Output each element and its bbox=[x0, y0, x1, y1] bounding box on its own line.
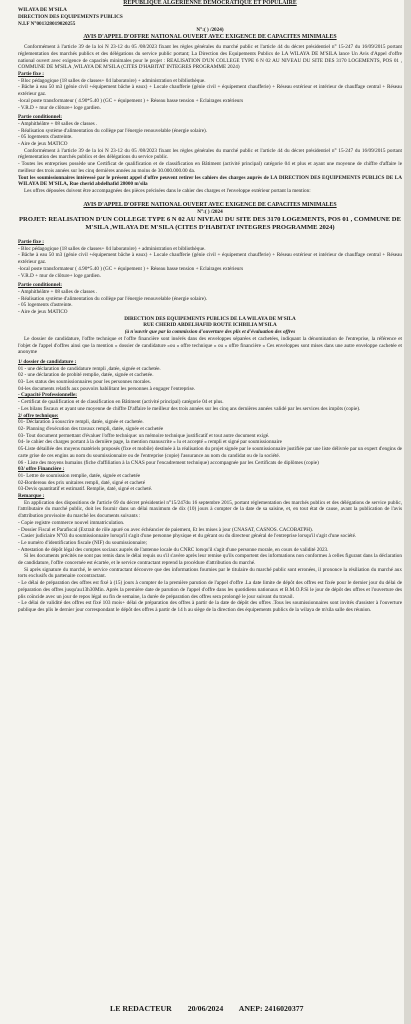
candidature-item: 02 - une déclaration de probité remplie, datée, signée et cachetée. bbox=[18, 372, 154, 379]
remarque-text: Si après signature du marché, le service contractant découvre que des informations fournies par le titulaire du marché public sont erronées, il prononce la résiliation du marché aux torts exclusifs du partenaire cocontractant. bbox=[18, 566, 402, 580]
avis2-dossier: Le dossier de candidature, l'offre technique et l'offre financière sont insérés dans des enveloppes séparées et cachetées, indiquant la dénomination de l'entreprise, la référence et l'objet de l'appel d'offres ainsi que la mention « dossier de candidature »ou « offre technique » ou « offre financière » Ces enveloppes sont mises dans une autre enveloppe cachetée et anonyme bbox=[18, 335, 402, 356]
capacite-item: - Certificat de qualification et de classification en Bâtiment (activité principal) catégorie 04 et plus. bbox=[18, 399, 224, 406]
nif-line: N.I.F N°001328019020255 bbox=[18, 20, 76, 27]
avis1-partie-fixe-label: Partie fixe : bbox=[18, 71, 44, 78]
avis2-partie-cond-label: Partie conditionnel: bbox=[18, 282, 62, 289]
remarque-item: - Dossier Fiscal et Parafiscal (Extrait de rôle apuré ou avec échéancier de paiement, Et les mises à jour (CNASAT, CASNOS. CACOBATPH). bbox=[18, 526, 314, 533]
avis2-cond-item: - Réalisation système d'alimentation du collège par l'énergie renouvelable (énergie solaire). bbox=[18, 295, 208, 302]
avis1-fixe-item: - Bâche à eau 50 m3 (génie civil +équipement bâche à eaux) + Locale chaufferie (génie civil + équipement chaufferie) + Réseau extérieur et intérieur de chauffage central + Réseau extérieur gaz. bbox=[18, 84, 402, 98]
wilaya-line: WILAYA DE M'SILA bbox=[18, 7, 67, 14]
candidature-label: 1/ dossier de candidature : bbox=[18, 358, 77, 365]
avis2-projet: PROJET: REALISATION D'UN COLLEGE TYPE 6 N 02 AU NIVEAU DU SITE DES 3170 LOGEMENTS, POS 01 , COMMUNE DE M'SILA ,WILAYA DE M'SILA (CITES D'HABITAT INTEGRES PROGRAMME 2024) bbox=[19, 215, 401, 231]
avis1-body3: - Toutes les entreprises possède une Certificat de qualification et de classification en Bâtiment (activité principal) catégorie 04 et plus et ayant une moyenne de chiffre d'affaire le meilleur des trois années sur les cinq dernières années au moins de 30.000.000.00 da. bbox=[18, 161, 402, 174]
technique-item: 03- Tout document permettant d'évaluer l'offre technique: un mémoire technique justificatif et tout autre document exigé. bbox=[18, 432, 270, 439]
avis2-title: AVIS D'APPEL D'OFFRE NATIONAL OUVERT AVEC EXIGENCE DE CAPACITES MINIMALES bbox=[83, 201, 337, 208]
avis1-cond-item: - Aire de jeux MATICO bbox=[18, 141, 68, 148]
avis-number: N°:( ) /2024) bbox=[196, 27, 224, 34]
document-page bbox=[18, 0, 402, 1024]
avis2-cond-item: - 05 logements d'astreinte. bbox=[18, 302, 73, 309]
avis1-body5: Les offres déposées doivent être accompagnées des pièces précisées dans le cahier des charges et l'enveloppe extérieur portant la mention: bbox=[24, 187, 311, 194]
capacite-label: - Capacité Professionnelle: bbox=[18, 392, 77, 399]
financiere-label: 03/ offre Financière : bbox=[18, 466, 65, 473]
avis1-cond-item: - Réalisation système d'alimentation du collège par l'énergie renouvelable (énergie solaire). bbox=[18, 127, 208, 134]
technique-item: 05-Liste détaillée des moyens matériels proposés (fixe et mobile) destinée à la réalisation du projet signée par le soumissionnaire justifiée par une liste délivrée par un expert d'engins de carte grise de ces engins au nom du soumissionnaire ou de l'entreprise (copie) l'assurance au nom du candidat ou de la société. bbox=[18, 446, 402, 459]
avis2-cond-item: - Amphithéâtre + 08 salles de classes . bbox=[18, 288, 98, 295]
footer-date: 20/06/2024 bbox=[187, 1004, 224, 1013]
remarque-text: - Le délai de préparation des offres est fixé à (15) jours à compter de la première parution de l'appel d'offre .La date limite de dépôt des offres est fixée pour le dernier jour du délai de préparation des offres jusqu'au13h30Min. Après la première date de parution de l'appel d'offre dans les quotidiens nationaux et B.M.O.P.Si le jour de dépôt des offres et l'ouverture des plis coïncide avec un jour de repos légal ou fin de semaine, la durée de préparation des offres sera prolongé le jour suivant du travail. bbox=[18, 580, 402, 600]
avis2-partie-fixe-label: Partie fixe : bbox=[18, 239, 44, 245]
avis1-body4: Tout les soumissionnaires intéressé par le présent appel d'offre peuvent retirer les cahiers des charges auprès de LA DIRECTION DES EQUIPEMENTS PUBLICS DE LA WILAYA DE M'SILA, Rue cherid abdelhafid 28000 m'sila bbox=[18, 174, 402, 188]
technique-label: 2/ offre technique: bbox=[18, 412, 59, 419]
avis2-fixe-item: - Bloc pédagogique (18 salles de classes+ 04 laboratoire) + administration et bibliothèque. bbox=[18, 245, 206, 252]
avis1-title: AVIS D'APPEL D'OFFRE NATIONAL OUVERT AVEC EXIGENCE DE CAPACITES MINIMALES bbox=[83, 34, 337, 41]
candidature-item: 03- Les status des soumissionnaires pour les personnes morales. bbox=[18, 379, 151, 386]
avis2-fixe-item: - V.R.D + mur de clôture+ loge gardien. bbox=[18, 272, 101, 279]
technique-item: 01- Déclaration à souscrire rempli, datée, signée et cachetée. bbox=[18, 419, 144, 426]
financiere-item: 02-Bordereau des prix unitaires rempli, daté, signé et cacheté bbox=[18, 479, 146, 486]
avis1-cond-item: - 05 logements d'astreinte. bbox=[18, 134, 73, 141]
avis1-cond-item: - Amphithéâtre + 08 salles de classes . bbox=[18, 120, 98, 127]
republic-heading: REPUBLIQUE ALGERIENNE DEMOCRATIQUE ET POPULAIRE bbox=[123, 0, 297, 6]
remarque-text: En application des dispositions de l'article 69 du décret présidentiel n°15/247du 16 septembre 2015, portant réglementation des marchés publics et des délégations de service public, l'attributaire du marché public, doit les fournir dans un délai maximum de dix (10) jours à compter de la date de sa saisine, et, en tout état de cause, avant la publication de l'avis d'attribution provisoire du marché les documents suivants : bbox=[18, 499, 402, 520]
remarque-item: - Copie registre commerce nouvel immatriculation. bbox=[18, 519, 125, 526]
avis1-partie-cond-label: Partie conditionnel: bbox=[18, 114, 62, 121]
candidature-item: 01 - une déclaration de candidature rempli ,datée, signée et cachetée. bbox=[18, 365, 161, 372]
financiere-item: 03-Devis quantitatif et estimatif. Remplie, daté, signé et cacheté. bbox=[18, 486, 153, 493]
remarque-text: - Le délai de validité des offres est fixé 103 mois+ délai de préparation des offres à partir de la date de dépôt des offres .Tous les soumissionnaires sont invités d'assister à l'ouverture publique des plis le dernier jour correspondant le dépôt des offres à partir de 14 h au siège de la direction des équipements publics de la wilaya de m'sila salle des réunion. bbox=[18, 600, 402, 613]
avis1-fixe-item: - Bloc pédagogique (18 salles de classes+ 04 laboratoire) + administration et bibliothèque. bbox=[18, 77, 206, 84]
avis1-fixe-item: - V.R.D + mur de clôture+ loge gardien. bbox=[18, 104, 101, 111]
avis2-cond-item: - Aire de jeux MATICO bbox=[18, 309, 68, 316]
avis2-note-line: (à n'ouvrir que par la commission d'ouverture des plis et d'évaluation des offres bbox=[124, 329, 296, 336]
anep-number: ANEP: 2416020377 bbox=[238, 1004, 304, 1013]
capacite-item: - Les bilans fiscaux et ayant une moyenne de chiffre D'affaire le meilleur des trois années sur les cinq ans dernières années validé par les services des impôts (copie). bbox=[18, 405, 361, 412]
direction-line: DIRECTION DES EQUIPEMENTS PUBLICS bbox=[18, 13, 123, 20]
remarque-label: Remarque : bbox=[18, 493, 45, 500]
avis2-fixe-item: -local poste transformateur ( 4.90*5.40 ) (GC + équipement ) + Réseau basse tension + Eclairages extérieurs bbox=[18, 265, 244, 272]
remarque-item: - Casier judiciaire N°03 du soumissionnaire lorsqu'il s'agit d'une personne physique et du gérant ou du directeur général de l'entreprise lorsqu'il s'agit d'une société. bbox=[18, 533, 357, 540]
page-edge bbox=[404, 0, 411, 1024]
technique-item: 04- le cahier des charges portant à la dernière page, la mention manuscrite « lu et accepté » rempli et signé par soumissionnaire bbox=[18, 439, 282, 446]
avis2-rue-line: RUE CHERID ABDELHAFID ROUTE ICHBILIA M'SILA bbox=[143, 322, 277, 329]
avis2-fixe-item: - Bâche à eau 50 m3 (génie civil +équipement bâche à eaux) + Locale chaufferie (génie civil + équipement chaufferie) + Réseau extérieur et intérieur de chauffage central + Réseau extérieur gaz. bbox=[18, 252, 402, 266]
avis1-body2: Conformément à l'article 39 de la loi N 23-12 du 05 /08/2023 fixant les règles générales du marché public et l'article 44 du décret présidentiel n° 15-247 du 16/09/2015 portant réglementation des marchés publics et des délégations du service public. bbox=[18, 147, 402, 161]
candidature-item: 04-les documents relatifs aux pouvoirs habilitant les personnes à engager l'entreprise. bbox=[18, 385, 196, 392]
remarque-text: Si les documents précités ne sont pas remis dans le délai requis ou s'il s'avère après leur remise qu'ils comportent des informations non conformes à celles figurant dans la déclaration de candidature, l'offre concernée est écartée, et le service contractant reprend la procédure d'attribution du marché. bbox=[18, 553, 402, 567]
redacteur-label: LE REDACTEUR bbox=[110, 1004, 172, 1013]
technique-item: 02- Planning d'exécution des travaux rempli, datée, signée et cachetée bbox=[18, 425, 164, 432]
footer bbox=[110, 1004, 410, 1013]
remarque-item: - Attestation de dépôt légal des comptes sociaux auprès de l'antenne locale du CNRC lorsqu'il s'agit d'une personne morale, en cours de validité 2023. bbox=[18, 546, 329, 553]
avis2-number: N°:( ) /2024 bbox=[197, 208, 223, 215]
avis1-fixe-item: -local poste transformateur ( 4.90*5.40 ) (GC + équipement ) + Réseau basse tension + Eclairages extérieurs bbox=[18, 97, 244, 104]
financiere-item: 01- Lettre de soumission remplie, datée, signée et cachetée bbox=[18, 472, 141, 479]
technique-item: 06 - Liste des moyens humains (fiche d'affiliation à la CNAS pour l'encadrement technique) accompagnée par les Certificats de diplômes (copie) bbox=[18, 459, 319, 466]
avis1-body: Conformément à l'article 39 de la loi N 23-12 du 05 /08/2023 fixant les règles générales du marché public et l'article 44 du décret présidentiel n° 15-247 du 16/09/2015 portant réglementation des marchés publics et des délégations du service public portant; La Direction des Equipements Publics de LA WILAYA DE M'SILA lance Un Avis d'Appel d'offre national ouvert avec exigence de capacités minimales pour le projet : REALISATION D'UN COLLEGE TYPE 6 N 02 AU NIVEAU DU SITE DES 3170 LOGEMENTS, POS 01 , COMMUNE DE M'SILA ,WILAYA DE M'SILA (CITES D'HABITAT INTEGRES PROGRAMME 2024) bbox=[18, 44, 402, 71]
remarque-item: - Le numéro d'identification fiscale (NIF) du soumissionnaire; bbox=[18, 539, 148, 546]
avis2-direction-line: DIRECTION DES EQUIPEMENTS PUBLICS DE LA WILAYA DE M'SILA bbox=[124, 315, 296, 322]
